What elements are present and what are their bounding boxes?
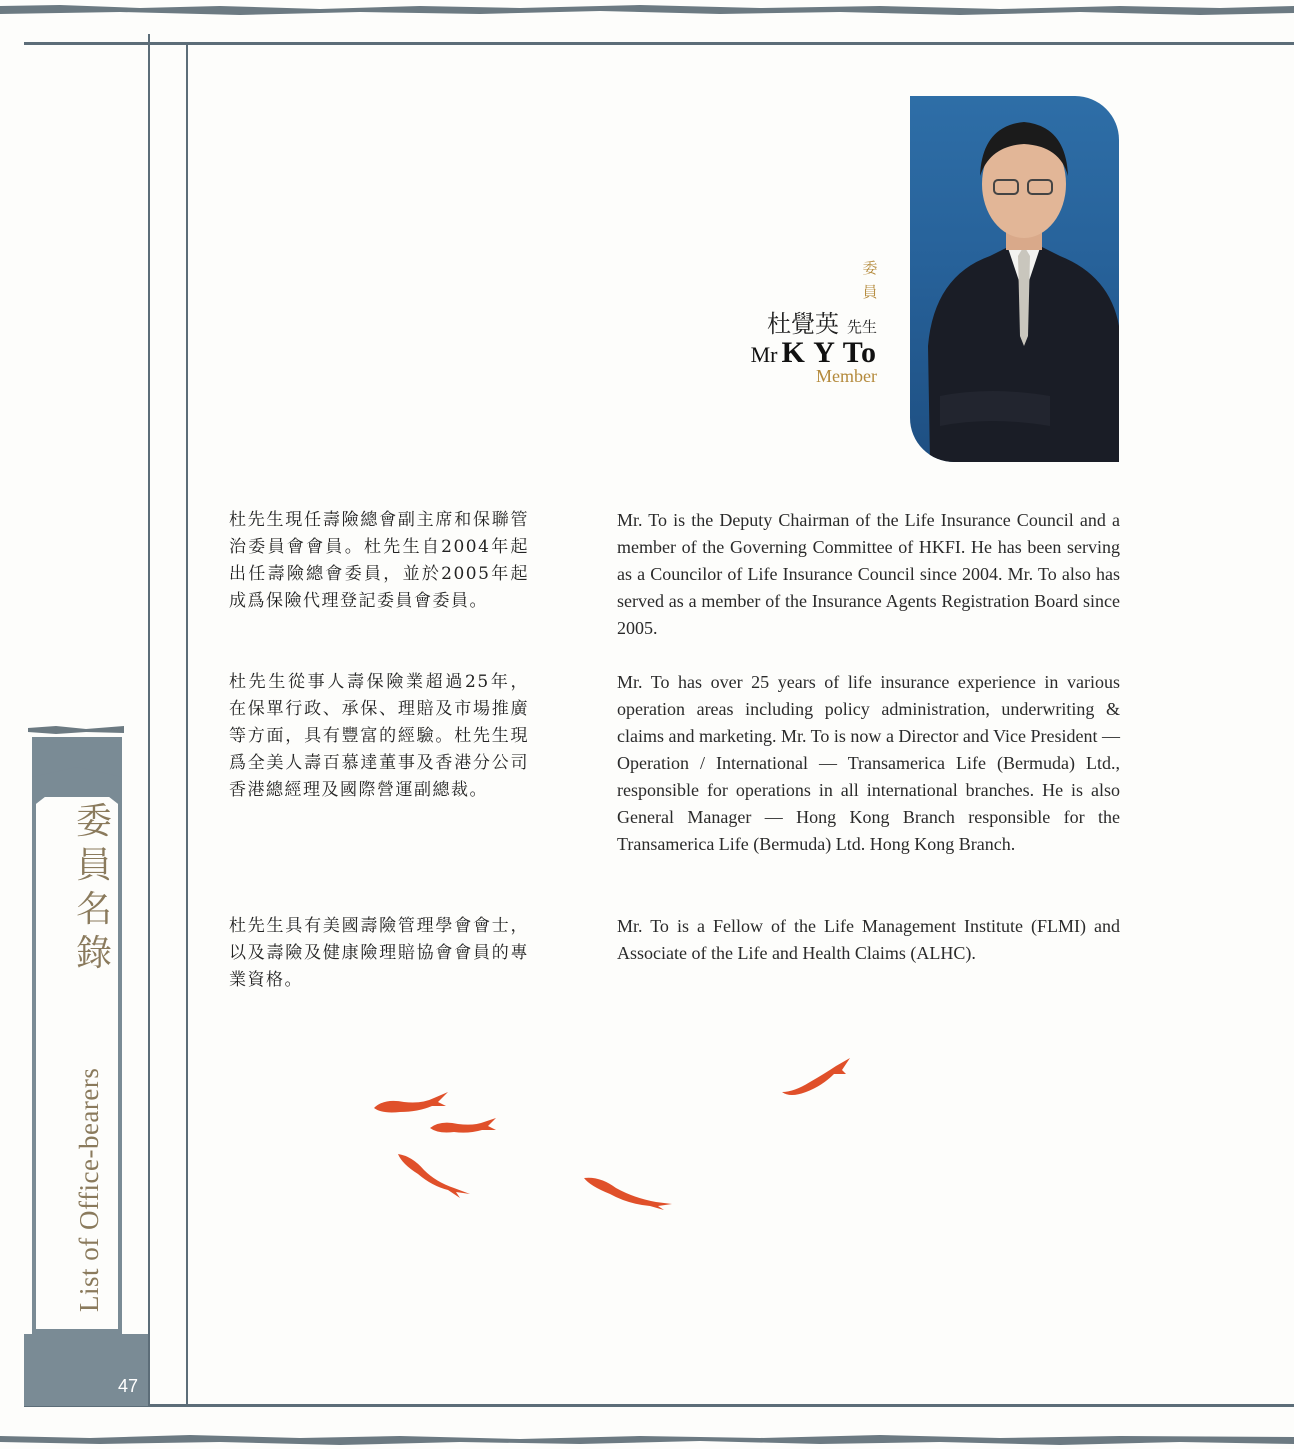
page-number: 47 — [118, 1376, 139, 1396]
name-en-prefix: Mr — [750, 342, 778, 367]
koi-fish-icon — [394, 1150, 474, 1198]
name-en — [751, 336, 877, 370]
body-cn-paragraph-1: 杜先生現任壽險總會副主席和保聯管治委員會會員。杜先生自2004年起出任壽險總會委員，並於2005年起成爲保險代理登記委員會委員。 — [229, 510, 529, 611]
role-en: Member — [816, 366, 877, 386]
section-title-en: List of Office-bearers — [74, 1067, 104, 1312]
body-en-paragraph-1: Mr. To is the Deputy Chairman of the Life Insurance Council and a member of the Governing Committee of HKFI. He has been serving as a Councilor of Life Insurance Council since 2004. Mr. To also has served as a member of the Insurance Agents Registration Board since 2005. — [617, 510, 1120, 638]
left-rule-inner — [186, 44, 188, 1406]
bottom-brush-border — [0, 1430, 1294, 1449]
role-cn: 委 員 — [862, 259, 878, 301]
body-en-paragraph-3: Mr. To is a Fellow of the Life Management Institute (FLMI) and Associate of the Life and Health Claims (ALHC). — [617, 916, 1120, 963]
honorific-cn: 先生 — [846, 318, 877, 336]
name-en-text: K Y To — [781, 336, 877, 369]
name-cn-text: 杜覺英 — [766, 310, 839, 338]
portrait-photo — [910, 96, 1119, 462]
koi-fish-icon — [428, 1116, 498, 1138]
body-cn-paragraph-2: 杜先生從事人壽保險業超過25年，在保單行政、承保、理賠及市場推廣等方面，具有豐富的經驗。杜先生現爲全美人壽百慕達董事及香港分公司香港總經理及國際營運副總裁。 — [229, 672, 529, 800]
top-rule — [24, 42, 1294, 45]
koi-fish-icon — [780, 1058, 852, 1100]
section-title-cn: 委 員 名 錄 — [75, 801, 112, 974]
portrait-figure — [910, 96, 1119, 462]
body-en-paragraph-2: Mr. To has over 25 years of life insurance experience in various operation areas including policy administration, underwriting & claims and marketing. Mr. To is now a Director and Vice President — Operation / International — Transamerica Life (Bermuda) Ltd., responsible for operations in all international branches. He is also General Manager — Hong Kong Branch responsible for the Transamerica Life (Bermuda) Ltd. Hong Kong Branch. — [617, 672, 1120, 854]
name-cn — [767, 304, 877, 339]
left-rule-outer — [148, 34, 150, 1406]
body-cn-paragraph-3: 杜先生具有美國壽險管理學會會士，以及壽險及健康險理賠協會會員的專業資格。 — [229, 916, 529, 990]
bottom-rule — [24, 1404, 1294, 1407]
top-brush-border — [0, 0, 1294, 20]
koi-fish-icon — [580, 1172, 674, 1210]
